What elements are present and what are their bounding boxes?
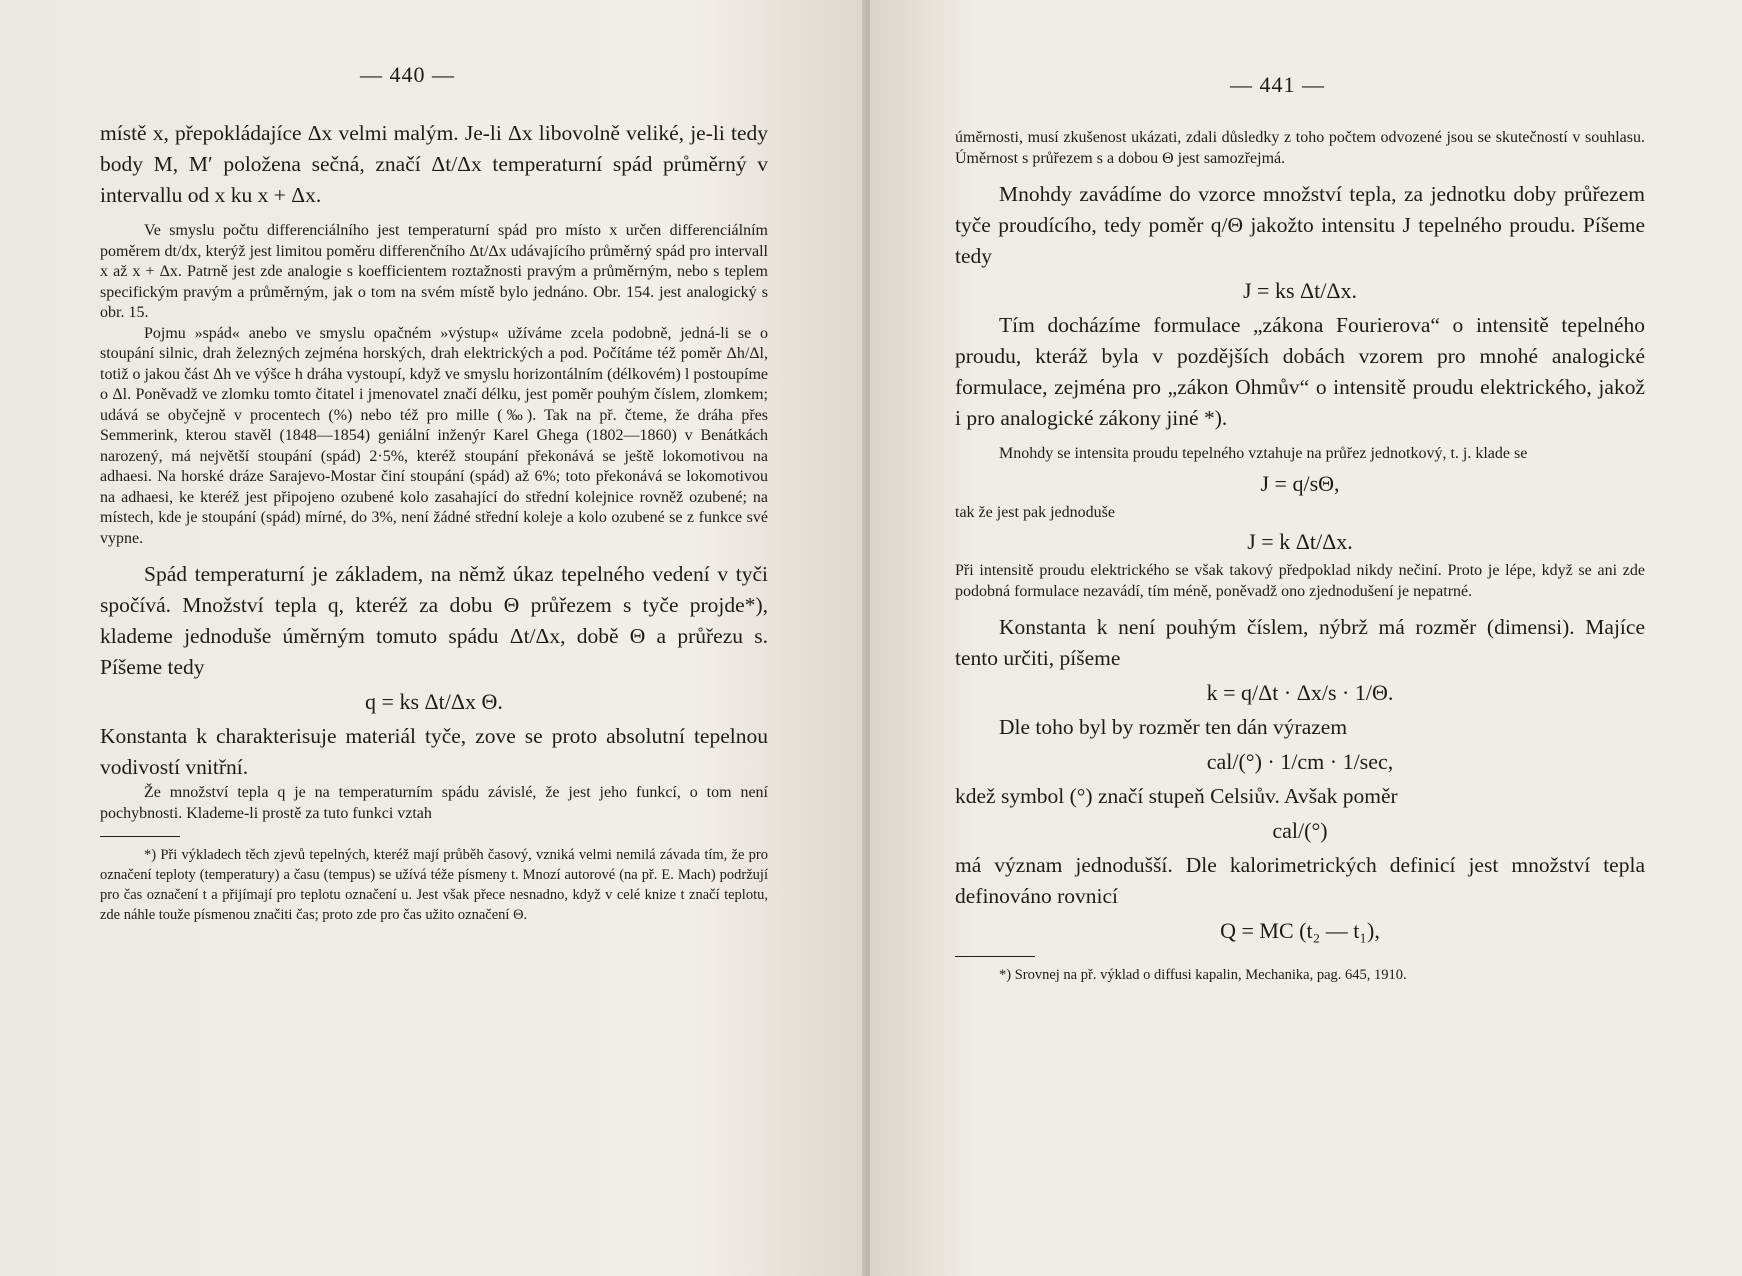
paragraph: Konstanta k charakterisuje materiál tyče, zove se proto absolutní tepelnou vodivostí vnitřní. <box>100 724 768 779</box>
right-page <box>870 0 1742 1276</box>
paragraph: Pojmu »spád« anebo ve smyslu opačném »výstup« užíváme zcela podobně, jedná-li se o stoupání silnic, drah železných zejména horských, drah elektrických a pod. Počítáme též poměr Δh/Δl, totiž o jakou část Δh ve výšce h dráha vystoupí, když ve smyslu horizontálním (délkovém) l postoupíme o Δl. Poněvadž ve zlomku tomto čitatel i jmenovatel značí délku, jest poměr pouhým číslem, zlomkem; udává se obyčejně v procentech (%) nebo též pro mille (‰). Tak na př. čteme, že dráha přes Semmerink, kterou stavěl (1848—1854) geniální inženýr Karel Ghega (1802—1860) v Benátkách narozený, má největší stoupání (spád) 2·5%, kteréž stoupání překonává se ještě lokomotivou na adhaesi. Na horské dráze Sarajevo-Mostar činí stoupání (spád) až 6%; toto překonává se lokomotivou na adhaesi, ke kteréž jest připojeno ozubené kolo zasahající do střední kolejnice rovněž ozubené; na místech, kde je stoupání (spád) mírné, do 3%, není žádné střední koleje a kolo ozubené se z funkce své vypne. <box>100 324 768 547</box>
equation: J = ks Δt/Δx. <box>1242 278 1358 303</box>
left-page <box>0 0 866 1276</box>
footnote: *) Srovnej na př. výklad o diffusi kapalin, Mechanika, pag. 645, 1910. <box>999 967 1407 983</box>
footnote: *) Při výkladech těch zjevů tepelných, kteréž mají průběh časový, vzniká velmi nemilá závada tím, že pro označení teploty (temperatury) a času (tempus) se užívá téže písmeny t. Mnozí autorové (na př. E. Mach) podržují pro čas označení t a přijímají pro teplotu označení u. Jest však přece nesnadno, když v celé knize t značí teplotu, zde náhle touže písmenou značiti čas; proto zde pro čas užito označení Θ. <box>100 847 768 923</box>
equation: J = k Δt/Δx. <box>1247 529 1353 554</box>
page-number: — 441 — <box>1230 72 1325 97</box>
paragraph: Dle toho byl by rozměr ten dán výrazem <box>999 715 1348 739</box>
paragraph: tak že jest pak jednoduše <box>955 503 1115 521</box>
paragraph: kdež symbol (°) značí stupeň Celsiův. Avšak poměr <box>955 784 1398 808</box>
equation: Q = MC (t₂ — t₁), <box>1220 918 1380 943</box>
paragraph: Konstanta k není pouhým číslem, nýbrž má rozměr (dimensi). Majíce tento určiti, píšeme <box>955 615 1645 670</box>
right-text-column <box>955 128 1645 985</box>
paragraph: Spád temperaturní je základem, na němž úkaz tepelného vedení v tyči spočívá. Množství tepla q, kteréž za dobu Θ průřezem s tyče projde*), klademe jednoduše úměrným tomuto spádu Δt/Δx, době Θ a průřezu s. Píšeme tedy <box>100 562 768 679</box>
paragraph: Že množství tepla q je na temperaturním spádu závislé, že jest jeho funkcí, o tom není pochybnosti. Klademe-li prostě za tuto funkci vztah <box>100 784 768 822</box>
equation: cal/(°) <box>1272 818 1328 843</box>
equation: cal/(°) · 1/cm · 1/sec, <box>1206 749 1394 774</box>
paragraph: Ve smyslu počtu differenciálního jest temperaturní spád pro místo x určen differenciálním poměrem dt/dx, kterýž jest limitou poměru differenčního Δt/Δx udávajícího průměrný spád pro intervall x až x + Δx. Patrně jest zde analogie s koefficientem roztažnosti pravým a průměrným, nebo s teplem specifickým pravým a průměrným, jak o tom na svém místě bylo jednáno. Obr. 154. jest analogický s obr. 15. <box>100 222 768 321</box>
equation: q = ks Δt/Δx Θ. <box>365 689 503 714</box>
equation: J = q/sΘ, <box>1260 470 1340 496</box>
paragraph: má význam jednodušší. Dle kalorimetrických definicí jest množství tepla definováno rovnicí <box>955 853 1645 908</box>
paragraph: místě x, přepokládajíce Δx velmi malým. Je-li Δx libovolně veliké, je-li tedy body M, M′ položena sečná, značí Δt/Δx temperaturní spád průměrný v intervallu od x ku x + Δx. <box>100 121 768 207</box>
paragraph: úměrnosti, musí zkušenost ukázati, zdali důsledky z toho počtem odvozené jsou se skutečností v souhlasu. Úměrnost s průřezem s a dobou Θ jest samozřejmá. <box>955 129 1645 167</box>
left-text-column <box>100 118 768 925</box>
paragraph: Mnohdy zavádíme do vzorce množství tepla, za jednotku doby průřezem tyče proudícího, tedy poměr q/Θ jakožto intensitu J tepelného proudu. Píšeme tedy <box>955 182 1645 268</box>
page-number: — 440 — <box>360 62 455 87</box>
paragraph: Při intensitě proudu elektrického se však takový předpoklad nikdy nečiní. Proto je lépe, když se ani zde podobná formulace nezavádí, tím méně, poněvadž ono zjednodušení je nepatrné. <box>955 562 1645 600</box>
equation: k = q/Δt · Δx/s · 1/Θ. <box>1206 680 1394 705</box>
footnote-rule <box>955 956 1035 957</box>
paragraph: Mnohdy se intensita proudu tepelného vztahuje na průřez jednotkový, t. j. klade se <box>999 445 1528 462</box>
footnote-rule <box>100 836 180 837</box>
paragraph: Tím docházíme formulace „zákona Fourierova“ o intensitě tepelného proudu, kteráž byla v pozdějších dobách vzorem pro mnohé analogické formulace, zejména pro „zákon Ohmův“ o intensitě proudu elektrického, jakož i pro analogické zákony jiné *). <box>955 313 1645 430</box>
